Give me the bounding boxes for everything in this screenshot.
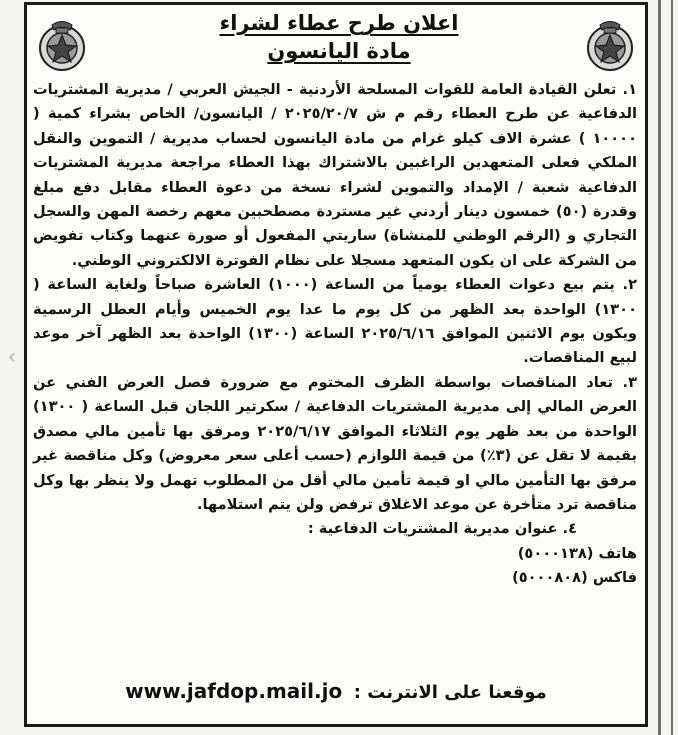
- paragraph-1: ١. تعلن القيادة العامة للقوات المسلحة الأردنية - الجيش العربي / مديرية المشتريات الدفاعية عن طرح العطاء رقم م ش ٢٠٢٥/٢٠/٧ / اليانسون/ الخاص بشراء كمية ( ١٠٠٠٠ ) عشرة الاف كيلو غرام من مادة اليانسون لحساب مديرية / التموين والنقل الملكي فعلى المتعهدين الراغبين بالاشتراك بهذا العطاء مراجعة مديرية المشتريات الدفاعية شعبة / الإمداد والتموين لشراء نسخة من دعوة العطاء مقابل دفع مبلغ وقدرة (٥٠) خمسون دينار أردني غير مستردة مصطحبين معهم رخصة المهن والسجل التجاري و (الرقم الوطني للمنشاة) ساريتي المفعول أو صورة عنهما وكتاب تفويض من الشركة على ان يكون المتعهد مسجلا على نظام الفوترة الالكتروني الوطني.: [33, 81, 638, 269]
- army-emblem-icon-left: [35, 19, 89, 73]
- paragraph-3: ٣. تعاد المناقصات بواسطة الظرف المختوم مع ضرورة فصل العرض الفني عن العرض المالي إلى مديرية المشتريات الدفاعية / سكرتير اللجان قبل الساعة ( ١٣٠٠) الواحدة من بعد ظهر يوم الثلاثاء الموافق ٢٠٢٥/٦/١٧ ومرفق بها تأمين مالي مصدق بقيمة لا تقل عن (٣٪) من قيمة اللوازم (حسب أعلى سعر معروض) وكل مناقصة غير مرفق بها التأمين مالي او قيمة تأمين مالي أقل من المطلوب تهمل ولا ينظر بها وكل مناقصة ترد متأخرة عن موعد الاغلاق ترفض ولن يتم استلامها.: [33, 373, 637, 513]
- fax-number: فاكس (٥٠٠٠٨٠٨): [512, 569, 637, 587]
- prev-page-arrow-icon[interactable]: ‹: [7, 345, 17, 370]
- announcement-title: اعلان طرح عطاء لشراء: [219, 11, 459, 35]
- announcement-body: [33, 78, 637, 591]
- army-emblem-icon-right: [583, 19, 637, 73]
- announcement-subtitle: مادة اليانسون: [267, 39, 411, 63]
- contact-heading: ٤. عنوان مديرية المشتريات الدفاعية :: [307, 520, 577, 538]
- website-link[interactable]: www.jafdop.mail.jo: [125, 679, 343, 703]
- paragraph-2: ٢. يتم بيع دعوات العطاء يومياً من الساعة (١٠٠٠) العاشرة صباحاً ولغاية الساعة ( ١٣٠٠) الواحدة بعد الظهر من كل يوم ما عدا يوم الخميس وأيام العطل الرسمية ويكون يوم الاثنين الموافق ٢٠٢٥/٦/١٦ الساعة (١٣٠٠) الواحدة بعد الظهر آخر موعد لبيع المناقصات.: [33, 276, 637, 367]
- viewer-divider-left: [658, 0, 661, 735]
- website-label: موقعنا على الانترنت :: [353, 682, 547, 703]
- website-line: [27, 679, 645, 703]
- viewer-divider-right: [671, 0, 673, 735]
- phone-number: هاتف (٥٠٠٠١٣٨): [517, 544, 637, 562]
- announcement-header: [147, 9, 531, 65]
- announcement-page: [24, 2, 648, 727]
